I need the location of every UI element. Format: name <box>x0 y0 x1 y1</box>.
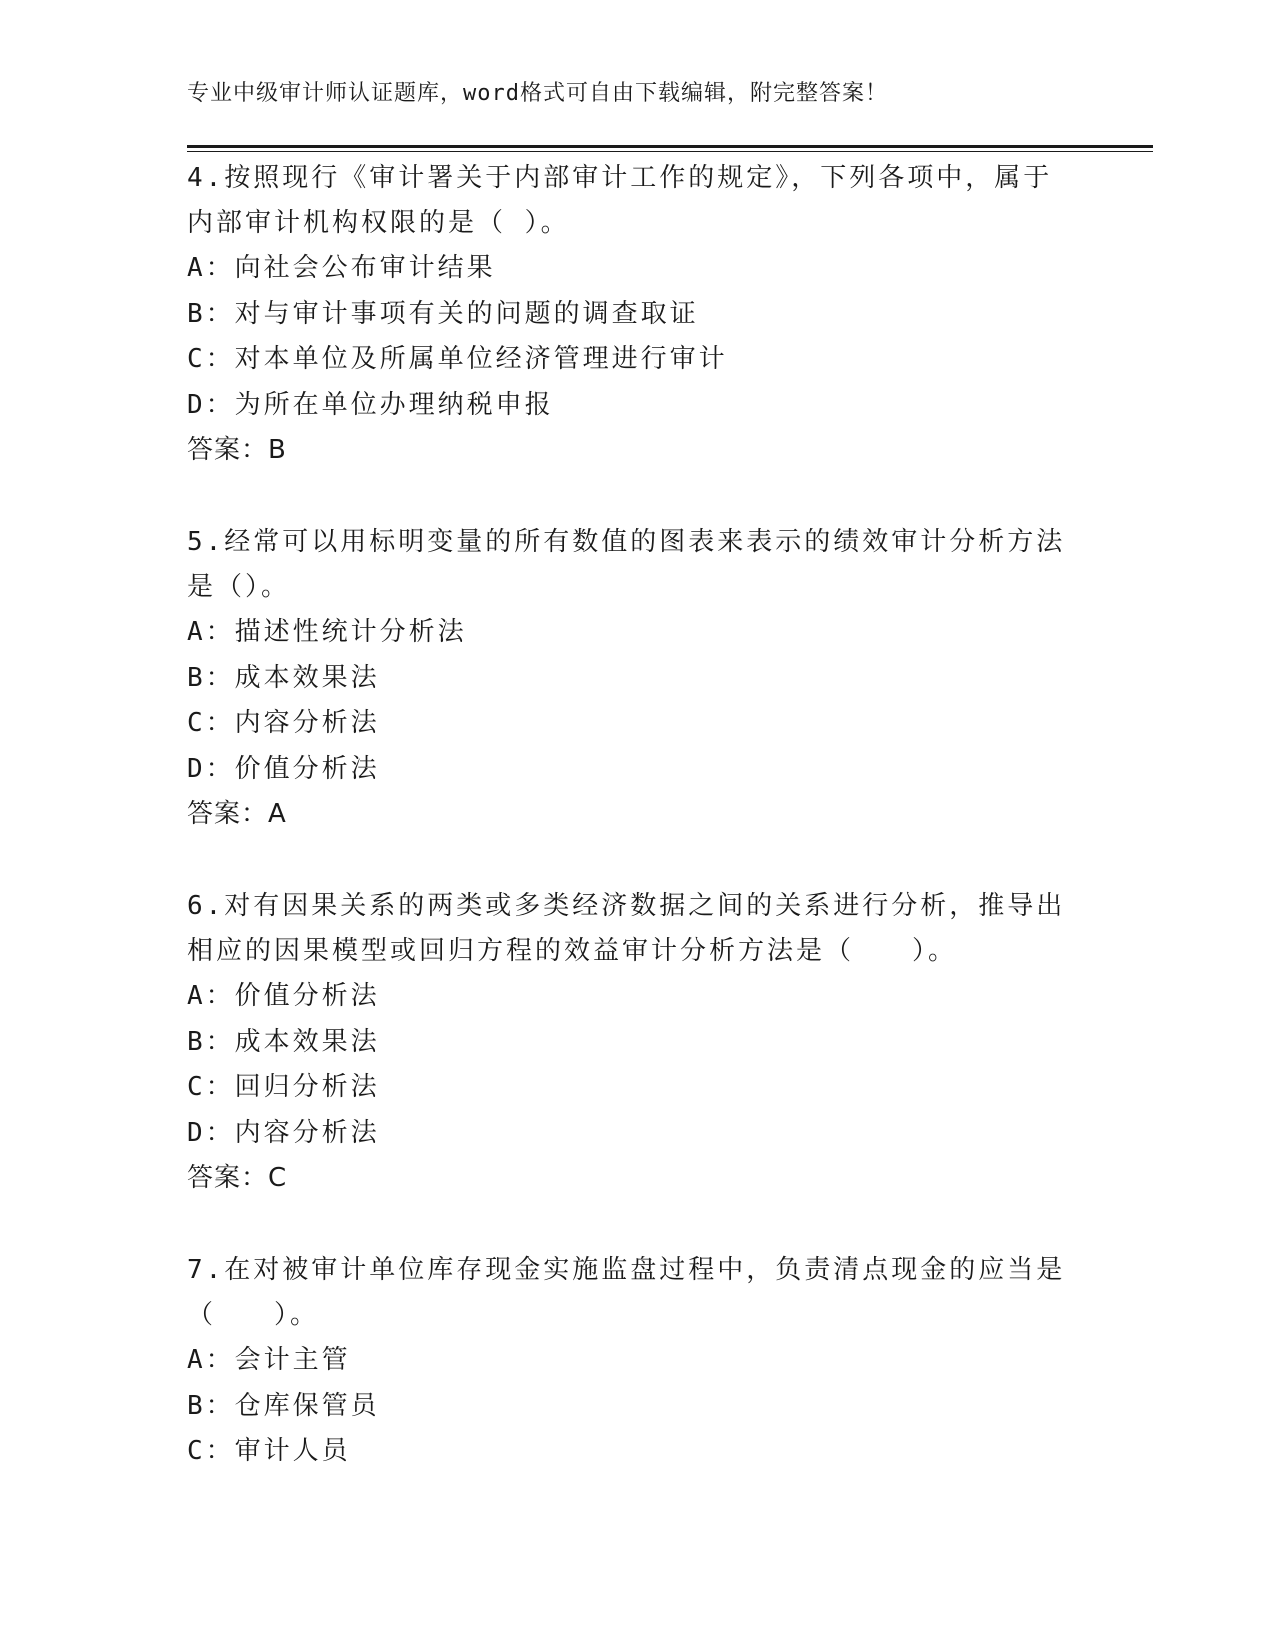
option-c: C：回归分析法 <box>187 1072 380 1102</box>
option-d: D：内容分析法 <box>187 1117 380 1148</box>
header-divider-thin <box>187 151 1153 152</box>
question-4 <box>187 156 1087 473</box>
question-7 <box>187 1248 1087 1475</box>
question-stem-line: （ ）。 <box>187 1300 320 1330</box>
question-5 <box>187 520 1087 837</box>
question-stem-line: 6.对有因果关系的两类或多类经济数据之间的关系进行分析，推导出 <box>187 891 1066 921</box>
question-list <box>187 156 1087 1522</box>
option-b: B：对与审计事项有关的问题的调查取证 <box>187 298 699 329</box>
question-stem-line: 是（）。 <box>187 572 291 602</box>
option-c: C：内容分析法 <box>187 708 380 738</box>
question-stem-line: 5.经常可以用标明变量的所有数值的图表来表示的绩效审计分析方法 <box>187 527 1066 557</box>
answer-line: 答案：B <box>187 435 287 465</box>
option-d: D：价值分析法 <box>187 753 380 784</box>
question-stem-line: 相应的因果模型或回归方程的效益审计分析方法是（ ）。 <box>187 936 958 966</box>
page-header-note: 专业中级审计师认证题库，word格式可自由下载编辑，附完整答案！ <box>187 81 888 106</box>
question-stem-line: 内部审计机构权限的是（ ）。 <box>187 208 570 238</box>
question-stem-line: 7.在对被审计单位库存现金实施监盘过程中，负责清点现金的应当是 <box>187 1255 1066 1285</box>
answer-line: 答案：A <box>187 799 287 829</box>
header-divider-thick <box>187 145 1153 148</box>
option-b: B：成本效果法 <box>187 1026 380 1057</box>
option-d: D：为所在单位办理纳税申报 <box>187 389 554 420</box>
option-c: C：对本单位及所属单位经济管理进行审计 <box>187 344 728 374</box>
answer-line: 答案：C <box>187 1163 288 1193</box>
option-a: A：描述性统计分析法 <box>187 617 467 647</box>
question-stem-line: 4.按照现行《审计署关于内部审计工作的规定》，下列各项中，属于 <box>187 163 1053 193</box>
option-a: A：会计主管 <box>187 1345 351 1375</box>
option-b: B：成本效果法 <box>187 662 380 693</box>
question-6 <box>187 884 1087 1201</box>
option-b: B：仓库保管员 <box>187 1390 380 1421</box>
option-c: C：审计人员 <box>187 1436 351 1466</box>
option-a: A：价值分析法 <box>187 981 380 1011</box>
option-a: A：向社会公布审计结果 <box>187 253 496 283</box>
